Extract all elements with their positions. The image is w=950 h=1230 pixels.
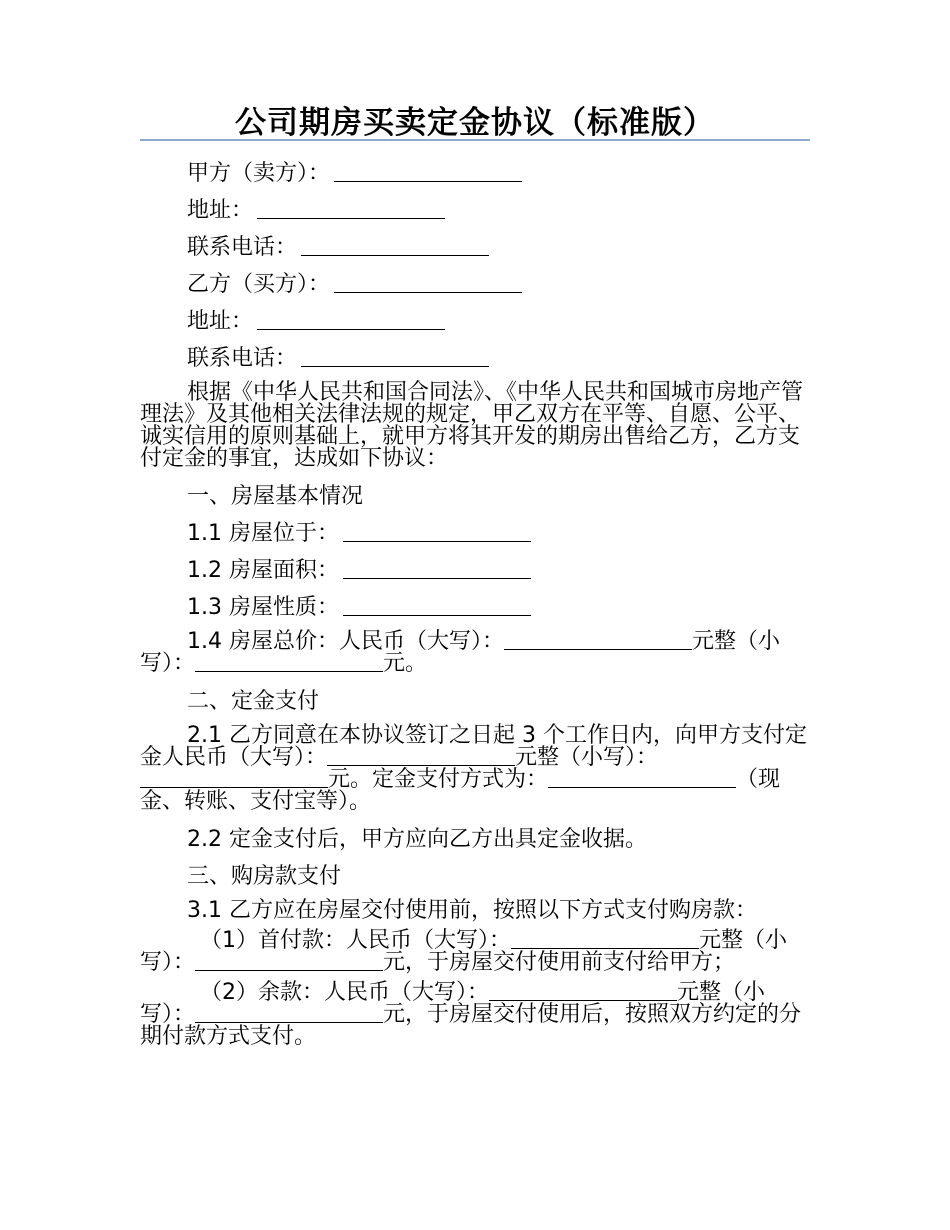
section2-heading: 二、定金支付 [187, 689, 320, 714]
house-location-label: 1.1 房屋位于： [187, 521, 339, 546]
house-price-upper-blank [504, 648, 692, 650]
party-a-address-label: 地址： [187, 198, 254, 223]
deposit-upper-blank [327, 764, 515, 766]
party-a-blank [334, 180, 522, 182]
preamble-paragraph: 根据《中华人民共和国合同法》、《中华人民共和国城市房地产管理法》及其他相关法律法规的规定，甲乙双方在平等、自愿、公平、诚实信用的原则基础上，就甲方将其开发的期房出售给乙方，乙方支付定金的事宜，达成如下协议： [140, 380, 804, 471]
document-title: 公司期房买卖定金协议（标准版） [235, 105, 715, 141]
party-a-address-line [140, 192, 810, 229]
house-price-paragraph [140, 631, 810, 675]
down-payment-text-b: 元整（小写）： [140, 928, 788, 975]
section1-heading: 一、房屋基本情况 [187, 484, 364, 509]
house-price-text-a: 1.4 房屋总价：人民币（大写）： [187, 629, 504, 654]
document-body [140, 155, 810, 1056]
party-b-label: 乙方（买方）： [187, 272, 331, 297]
deposit-text-b: 元整（小写）： [515, 745, 659, 770]
balance-text-c: 元，于房屋交付使用后，按照双方约定的分期付款方式支付。 [140, 1002, 802, 1049]
down-payment-lower-blank [195, 969, 383, 971]
balance-payment-paragraph [140, 982, 810, 1048]
house-price-text-c: 元。 [383, 651, 428, 676]
party-b-phone-blank [301, 365, 489, 367]
balance-lower-blank [195, 1021, 383, 1023]
deposit-text-a: 2.1 乙方同意在本协议签订之日起 3 个工作日内，向甲方支付定金人民币（大写）： [140, 723, 807, 770]
down-payment-upper-blank [511, 947, 699, 949]
party-a-phone-label: 联系电话： [187, 235, 298, 260]
deposit-payment-paragraph [140, 725, 810, 813]
deposit-method-blank [548, 786, 736, 788]
down-payment-text-a: （1）首付款：人民币（大写）： [200, 928, 511, 953]
party-b-address-line [140, 303, 810, 340]
party-b-blank [334, 291, 522, 293]
house-nature-blank [343, 614, 531, 616]
party-a-address-blank [257, 217, 445, 219]
deposit-lower-blank [140, 786, 328, 788]
party-b-phone-label: 联系电话： [187, 346, 298, 371]
party-b-address-blank [257, 328, 445, 330]
down-payment-paragraph [140, 930, 810, 974]
party-a-phone-blank [301, 254, 489, 256]
payment-method-paragraph: 3.1 乙方应在房屋交付使用前，按照以下方式支付购房款： [187, 898, 757, 923]
house-area-label: 1.2 房屋面积： [187, 558, 339, 583]
section3-heading: 三、购房款支付 [187, 864, 342, 889]
house-nature-line [140, 589, 810, 626]
house-area-blank [343, 577, 531, 579]
house-price-text-b: 元整（小写）： [140, 629, 780, 676]
party-a-phone-line [140, 229, 810, 266]
balance-text-a: （2）余款：人民币（大写）： [200, 980, 489, 1005]
deposit-text-d: （现金、转账、支付宝等）。 [140, 767, 781, 814]
house-area-line [140, 552, 810, 589]
down-payment-text-c: 元，于房屋交付使用前支付给甲方； [383, 950, 736, 975]
party-a-label: 甲方（卖方）： [187, 161, 331, 186]
title-underline [140, 139, 810, 141]
balance-text-b: 元整（小写）： [140, 980, 766, 1027]
deposit-receipt-line: 2.2 定金支付后，甲方应向乙方出具定金收据。 [187, 827, 647, 852]
party-b-address-label: 地址： [187, 309, 254, 334]
house-price-lower-blank [195, 670, 383, 672]
balance-upper-blank [489, 999, 677, 1001]
party-b-line [140, 266, 810, 303]
house-location-blank [343, 540, 531, 542]
party-b-phone-line [140, 340, 810, 377]
deposit-text-c: 元。定金支付方式为： [328, 767, 549, 792]
party-a-line [140, 155, 810, 192]
house-location-line [140, 515, 810, 552]
house-nature-label: 1.3 房屋性质： [187, 595, 339, 620]
